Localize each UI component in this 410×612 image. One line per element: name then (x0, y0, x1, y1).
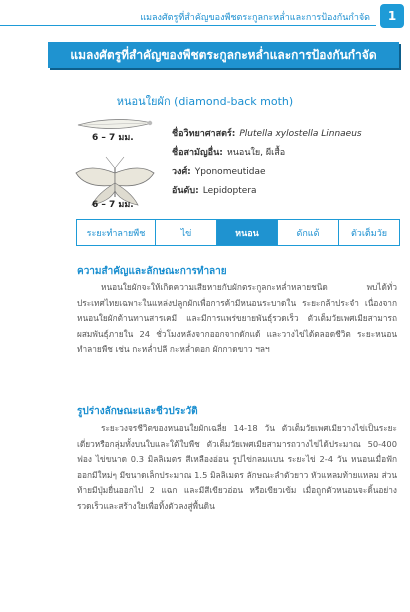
species-info (172, 125, 362, 201)
section-body-biology: ระยะวงจรชีวิตของหนอนใยผักเฉลี่ย 14-18 วัน ตัวเต็มวัยเพศเมียวางไข่เป็นระยะเดี่ยวหรือกลุ่มทั้งบนใบและใต้ใบพืช ตัวเต็มวัยเพศเมียสามารถวางไข่ได้ประมาณ 50-400 ฟอง ไข่ขนาด 0.3 มิลลิเมตร สีเหลืองอ่อน รูปไข่กลมแบน ระยะไข่ 2-4 วัน หนอนเมื่อฟักออกมีใหม่ๆ มีขนาดเล็กประมาณ 1.5 มิลลิเมตร ลักษณะลำตัวยาว หัวแหลมท้ายแหลม ส่วนท้ายมีปุ่มยื่นออกไป 2 แฉก และมีสีเขียวอ่อน หรือเขียวเข้ม เมื่อถูกตัวหนอนจะดิ้นอย่างรวดเร็วและสร้างใยเพื่อทิ้งตัวลงสู่พื้นดิน (77, 423, 397, 511)
info-key: อันดับ: (172, 186, 199, 196)
info-row (172, 144, 362, 163)
page-number: 1 (380, 4, 404, 28)
chapter-banner: แมลงศัตรูที่สำคัญของพืชตระกูลกะหล่ำและการป้องกันกำจัด (48, 42, 399, 68)
section-heading-damage: ความสำคัญและลักษณะการทำลาย (77, 266, 227, 277)
species-heading: หนอนใยผัก (diamond-back moth) (116, 95, 294, 108)
info-value: Lepidoptera (202, 186, 257, 196)
info-value: Yponomeutidae (194, 167, 266, 177)
moth-illustration (70, 111, 160, 211)
section-heading-biology: รูปร่างลักษณะและชีวประวัติ (77, 406, 198, 417)
section-body-damage: หนอนใยผักจะให้เกิดความเสียหายกับผักตระกูลกะหล่ำหลายชนิด พบได้ทั่วประเทศไทยเฉพาะในแหล่งปลูกผักเพื่อการค้ามีหนอนระบาดใน ระยะกล้าประจำ เนื่องจากหนอนใยผักต้านทานสารเคมี และมีการแพร่ขยายพันธุ์รวดเร็ว ตัวเต็มวัยเพศเมียสามารถผสมพันธุ์ภายใน 24 ชั่วโมงหลังจากออกจากดักแด้ และวางไข่ได้ตลอดชีวิต ระยะหนอนทำลายพืช เช่น กะหล่ำปลี กะหล่ำดอก ผักกาดขาว ฯลฯ (77, 282, 397, 354)
info-value: Plutella xylostella Linnaeus (239, 129, 362, 139)
info-key: ชื่อสามัญอื่น: (172, 148, 223, 158)
running-title: แมลงศัตรูที่สำคัญของพืชตระกูลกะหล่ำและการป้องกันกำจัด (140, 13, 370, 23)
tab-larva[interactable]: หนอน (216, 220, 277, 245)
life-stage-tabs (76, 219, 400, 246)
info-row (172, 182, 362, 201)
adult-size-label: 6 – 7 มม. (92, 200, 134, 210)
larva-drawing (78, 119, 152, 128)
info-row (172, 125, 362, 144)
tab-egg[interactable]: ไข่ (155, 220, 216, 245)
info-value: หนอนใย, ผีเสื้อ (226, 148, 286, 158)
info-row (172, 163, 362, 182)
larva-size-label: 6 – 7 มม. (92, 133, 134, 143)
tab-damage-stage[interactable]: ระยะทำลายพืช (86, 228, 146, 239)
info-key: วงศ์: (172, 167, 191, 177)
tab-adult[interactable]: ตัวเต็มวัย (338, 220, 399, 245)
tab-pupa[interactable]: ดักแด้ (277, 220, 338, 245)
info-key: ชื่อวิทยาศาสตร์: (172, 129, 236, 139)
